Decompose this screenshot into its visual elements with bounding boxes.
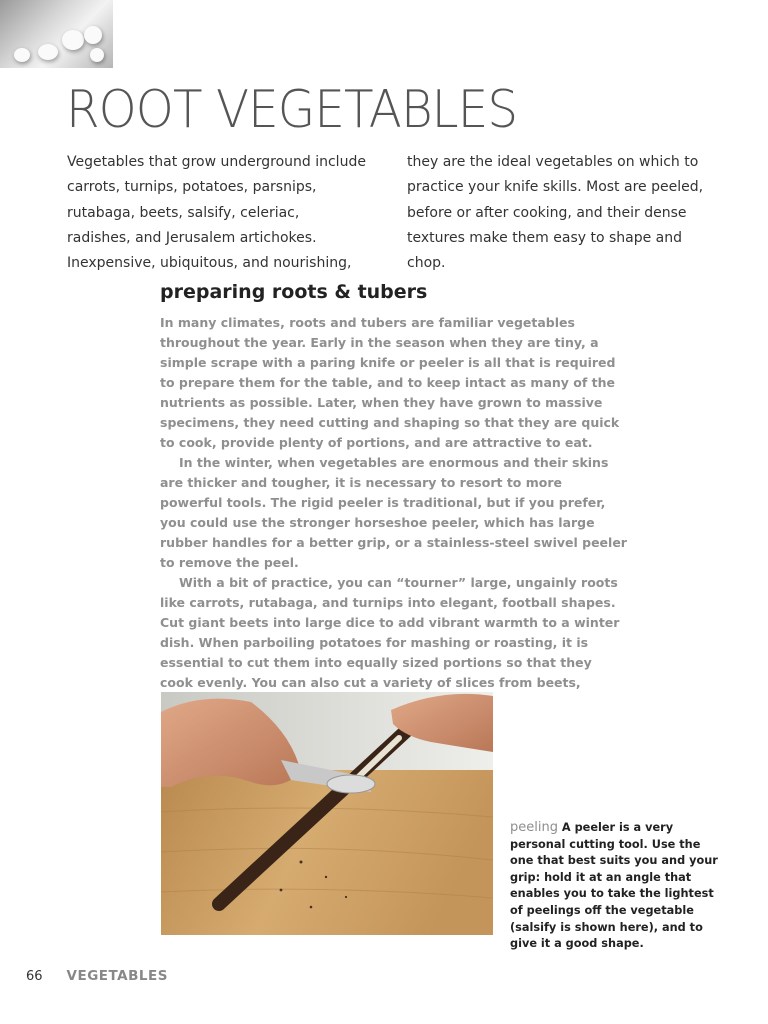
caption-label: peeling [510,820,558,835]
page-footer [26,968,168,984]
page-number: 66 [26,969,43,984]
corner-photo [0,0,113,68]
body-paragraph-3: With a bit of practice, you can “tourner” large, ungainly roots like carrots, rutabaga, and turnips into elegant, football shapes. Cut giant beets into large dice to add vibrant warmth to a winter dish. When parboiling potatoes for mashing or roasting, it is essential to cut them into equally sized portions so that they cook evenly. You can also cut a variety of slices from beets, [160,575,620,690]
peeling-photo [161,692,493,935]
section-body [160,313,628,713]
caption-text: A peeler is a very personal cutting tool. Use the one that best suits you and your grip: hold it at an angle that enables you to take the lightest of peelings off the vegetable (salsify is shown here), and to give it a good shape. [510,821,718,951]
intro-text [67,150,707,276]
body-paragraph-2: In the winter, when vegetables are enormous and their skins are thicker and tougher, it is necessary to resort to more powerful tools. The rigid peeler is traditional, but if you prefer, you could use the stronger horseshoe peeler, which has large rubber handles for a better grip, or a stainless-steel swivel peeler to remove the peel. [160,455,627,570]
footer-section-label: VEGETABLES [66,968,168,984]
intro-paragraph: Vegetables that grow underground include carrots, turnips, potatoes, parsnips, rutabaga, beets, salsify, celeriac, radishes, and Jerusalem artichokes. Inexpensive, ubiquitous, and nourishing, they are the ideal vegetables on which to practice your knife skills. Most are peeled, before or after cooking, and their dense textures make them easy to shape and chop. [67,154,704,272]
photo-caption [510,820,720,953]
body-paragraph-1: In many climates, roots and tubers are familiar vegetables throughout the year. Early in the season when they are tiny, a simple scrape with a paring knife or peeler is all that is required to prepare them for the table, and to keep intact as many of the nutrients as possible. Later, when they have grown to massive specimens, they need cutting and shaping so that they are quick to cook, provide plenty of portions, and are attractive to eat. [160,315,620,450]
page-title: ROOT VEGETABLES [66,80,518,140]
section-heading: preparing roots & tubers [160,281,428,303]
